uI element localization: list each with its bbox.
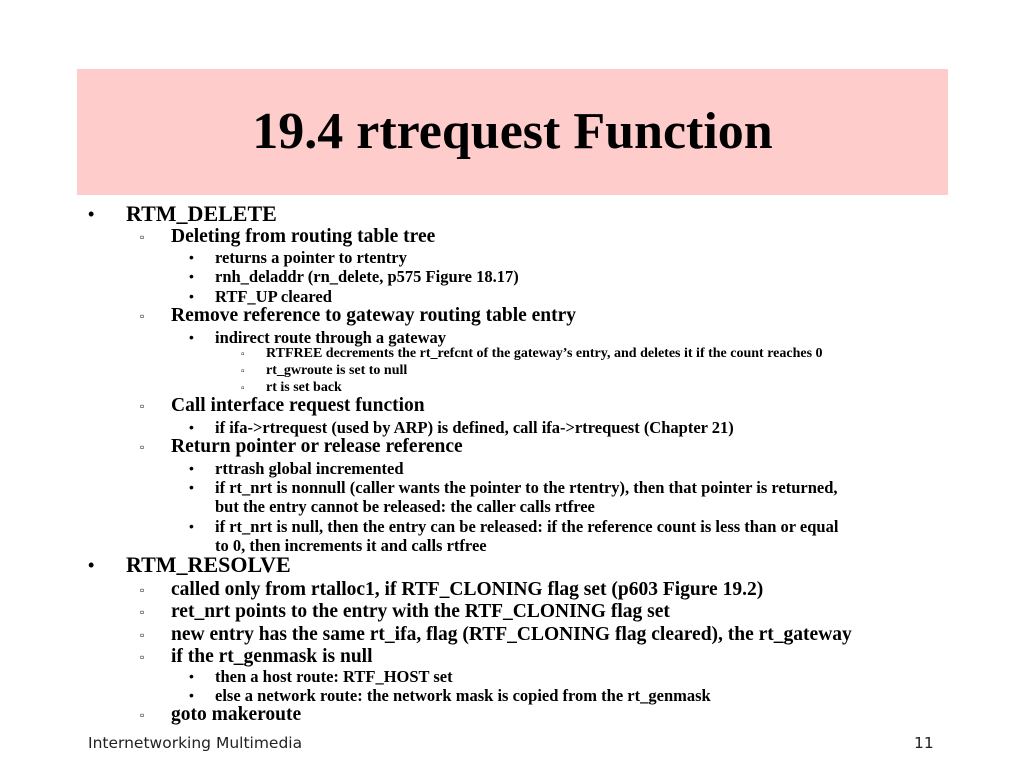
outline-text: RTM_DELETE bbox=[126, 201, 277, 226]
bullet-icon: • bbox=[189, 518, 194, 534]
square-bullet-icon: ▫ bbox=[140, 628, 145, 642]
footer-page-number: 11 bbox=[914, 734, 934, 752]
footer-course-name: Internetworking Multimedia bbox=[88, 734, 303, 752]
outline-text: but the entry cannot be released: the caller calls rtfree bbox=[215, 497, 595, 516]
square-bullet-icon: ▫ bbox=[140, 583, 145, 597]
outline-text: Deleting from routing table tree bbox=[171, 226, 436, 247]
bullet-icon: • bbox=[189, 268, 194, 284]
outline-text: rttrash global incremented bbox=[215, 459, 404, 478]
bullet-icon: • bbox=[189, 419, 194, 435]
square-bullet-icon: ▫ bbox=[140, 230, 145, 244]
bullet-icon: • bbox=[189, 668, 194, 684]
bullet-icon: • bbox=[189, 249, 194, 265]
outline-text: RTF_UP cleared bbox=[215, 287, 332, 306]
outline-text: rt_gwroute is set to null bbox=[266, 363, 408, 378]
bullet-icon: • bbox=[189, 288, 194, 304]
bullet-icon: • bbox=[88, 555, 95, 575]
square-bullet-icon: ▫ bbox=[241, 366, 245, 377]
square-bullet-icon: ▫ bbox=[140, 440, 145, 454]
outline-text: ret_nrt points to the entry with the RTF_CLONING flag set bbox=[171, 601, 670, 622]
title-banner bbox=[77, 69, 948, 195]
bullet-icon: • bbox=[189, 687, 194, 703]
outline-text: called only from rtalloc1, if RTF_CLONING flag set (p603 Figure 19.2) bbox=[171, 579, 764, 600]
outline-text: rt is set back bbox=[266, 380, 342, 395]
square-bullet-icon: ▫ bbox=[140, 399, 145, 413]
slide-title: 19.4 rtrequest Function bbox=[252, 103, 773, 160]
outline-text: if the rt_genmask is null bbox=[171, 646, 373, 667]
square-bullet-icon: ▫ bbox=[140, 650, 145, 664]
square-bullet-icon: ▫ bbox=[241, 349, 245, 360]
outline-text: returns a pointer to rtentry bbox=[215, 248, 407, 267]
outline-text: Remove reference to gateway routing table entry bbox=[171, 305, 577, 326]
outline-text: else a network route: the network mask is copied from the rt_genmask bbox=[215, 686, 711, 705]
bullet-icon: • bbox=[189, 479, 194, 495]
square-bullet-icon: ▫ bbox=[140, 708, 145, 722]
outline-text: then a host route: RTF_HOST set bbox=[215, 667, 453, 686]
outline-text: new entry has the same rt_ifa, flag (RTF_CLONING flag cleared), the rt_gateway bbox=[171, 624, 852, 645]
square-bullet-icon: ▫ bbox=[140, 605, 145, 619]
outline-text: RTFREE decrements the rt_refcnt of the gateway’s entry, and deletes it if the count reaches 0 bbox=[266, 346, 823, 361]
outline-text: rnh_deladdr (rn_delete, p575 Figure 18.17) bbox=[215, 267, 519, 286]
bullet-icon: • bbox=[189, 329, 194, 345]
outline-text: to 0, then increments it and calls rtfree bbox=[215, 536, 487, 555]
bullet-icon: • bbox=[189, 460, 194, 476]
outline-text: if rt_nrt is null, then the entry can be released: if the reference count is less than or equal bbox=[215, 517, 839, 536]
outline-text: RTM_RESOLVE bbox=[126, 552, 291, 577]
outline-text: if rt_nrt is nonnull (caller wants the pointer to the rtentry), then that pointer is returned, bbox=[215, 478, 838, 497]
square-bullet-icon: ▫ bbox=[140, 309, 145, 323]
outline-text: if ifa->rtrequest (used by ARP) is defined, call ifa->rtrequest (Chapter 21) bbox=[215, 418, 734, 437]
outline-text: indirect route through a gateway bbox=[215, 328, 446, 347]
outline-text: Return pointer or release reference bbox=[171, 436, 463, 457]
outline-text: goto makeroute bbox=[171, 704, 302, 725]
bullet-icon: • bbox=[88, 204, 95, 224]
outline-text: Call interface request function bbox=[171, 395, 425, 416]
square-bullet-icon: ▫ bbox=[241, 383, 245, 394]
